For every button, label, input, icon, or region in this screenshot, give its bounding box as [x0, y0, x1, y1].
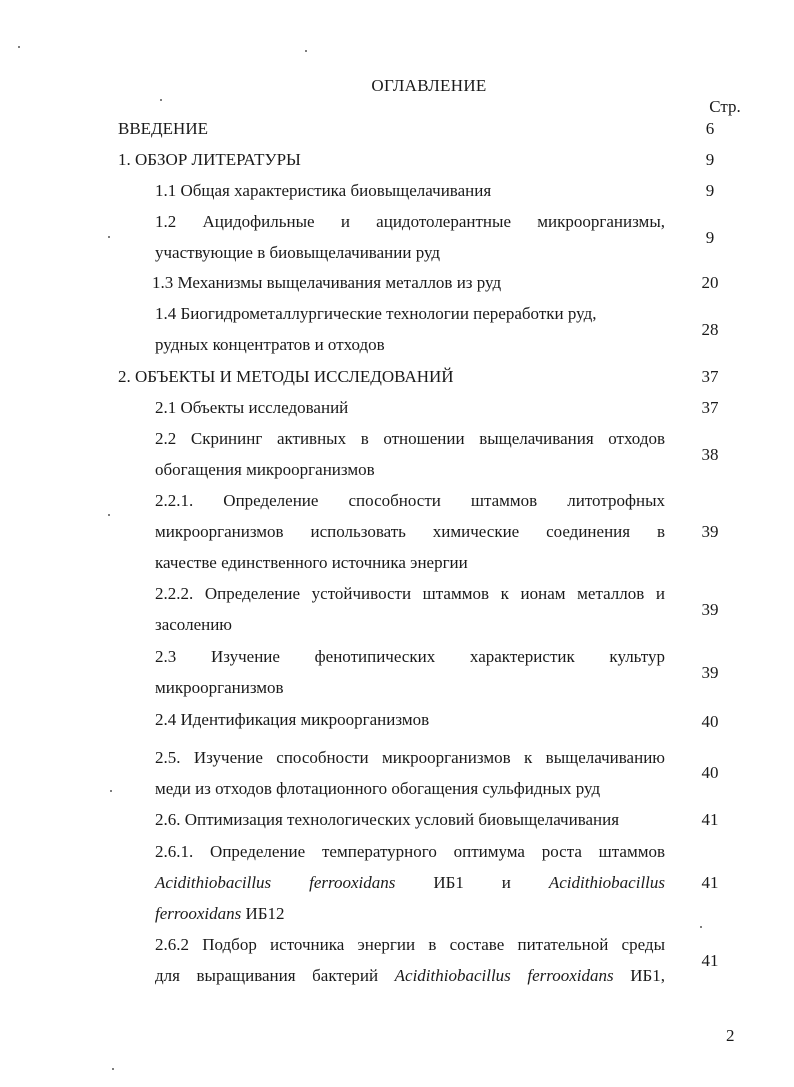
toc-entry-text: 2.6.2 Подбор источника энергии в составе питательной среды [155, 935, 665, 954]
toc-page-number: 20 [701, 273, 719, 292]
toc-entry [152, 267, 662, 298]
toc-entry [155, 929, 665, 991]
toc-entry-text: ferrooxidans ИБ12 [155, 904, 285, 923]
toc-entry-text: ВВЕДЕНИЕ [118, 119, 208, 138]
toc-entry-text: для выращивания бактерий Acidithiobacillus ferrooxidans ИБ1, [155, 966, 665, 985]
toc-entry [155, 578, 665, 640]
toc-entry-text: 1. ОБЗОР ЛИТЕРАТУРЫ [118, 150, 301, 169]
toc-entry [155, 836, 665, 929]
toc-entry-text: 2.5. Изучение способности микроорганизмов к выщелачиванию [155, 748, 665, 767]
toc-entry-text: Acidithiobacillus ferrooxidans ИБ1 и Acidithiobacillus [155, 873, 666, 892]
toc-page-number: 40 [701, 763, 719, 782]
species-name: ferrooxidans [309, 873, 396, 892]
scan-speck [305, 50, 307, 52]
species-name: Acidithiobacillus [155, 873, 272, 892]
species-name: Acidithiobacillus ferrooxidans [394, 966, 614, 985]
scan-speck [110, 790, 112, 792]
toc-entry-text: участвующие в биовыщелачивании руд [155, 243, 441, 262]
toc-entry-text: качестве единственного источника энергии [155, 553, 468, 572]
toc-entry [118, 361, 678, 392]
toc-page-number: 37 [701, 398, 719, 417]
toc-page-number: 39 [701, 522, 719, 541]
toc-entry-text: обогащения микроорганизмов [155, 460, 375, 479]
toc-entry [155, 298, 665, 360]
toc-entry [118, 113, 678, 144]
scan-speck [108, 236, 110, 238]
scan-speck [18, 46, 20, 48]
toc-entry-text: микроорганизмов [155, 678, 284, 697]
toc-entry [155, 804, 665, 835]
toc-entry-text: 2. ОБЪЕКТЫ И МЕТОДЫ ИССЛЕДОВАНИЙ [118, 367, 454, 386]
toc-page-number: 39 [701, 600, 719, 619]
toc-entry [155, 175, 665, 206]
toc-page-number: 28 [701, 320, 719, 339]
scan-speck [700, 926, 702, 928]
toc-page-number: 38 [701, 445, 719, 464]
toc-entry-text: рудных концентратов и отходов [155, 335, 385, 354]
toc-entry [155, 641, 665, 703]
toc-entry-text: 2.3 Изучение фенотипических характеристик культур [155, 647, 665, 666]
toc-entry-text: 1.2 Ацидофильные и ацидотолерантные микроорганизмы, [155, 212, 665, 231]
toc-entry-text: 1.1 Общая характеристика биовыщелачивания [155, 181, 492, 200]
species-name: ferrooxidans [155, 904, 242, 923]
toc-page-number: 37 [701, 367, 719, 386]
scan-speck [160, 99, 162, 101]
page-title: ОГЛАВЛЕНИЕ [371, 76, 487, 95]
toc-page-number: 39 [701, 663, 719, 682]
species-name: Acidithiobacillus [548, 873, 666, 892]
toc-entry-text: 2.2.2. Определение устойчивости штаммов к ионам металлов и [155, 584, 665, 603]
toc-entry-text: 2.6.1. Определение температурного оптимума роста штаммов [155, 842, 665, 861]
toc-page-number: 41 [701, 810, 719, 829]
toc-entry [155, 485, 665, 578]
toc-entry [118, 144, 678, 175]
toc-entry [155, 704, 665, 735]
page-column-label: Стр. [709, 97, 741, 116]
scan-speck [112, 1068, 114, 1070]
toc-entry-text: меди из отходов флотационного обогащения сульфидных руд [155, 779, 601, 798]
toc-entry [155, 206, 665, 268]
toc-entry [155, 423, 665, 485]
toc-entry-text: засолению [155, 615, 233, 634]
toc-page-number: 41 [701, 873, 719, 892]
scan-speck [108, 514, 110, 516]
toc-entry-text: 2.1 Объекты исследований [155, 398, 349, 417]
toc-page-number: 9 [705, 150, 715, 169]
toc-page-number: 9 [705, 181, 715, 200]
toc-page-number: 9 [705, 228, 715, 247]
toc-entry-text: 1.4 Биогидрометаллургические технологии переработки руд, [155, 304, 597, 323]
toc-page-number: 40 [701, 712, 719, 731]
toc-entry-text: микроорганизмов использовать химические соединения в [155, 522, 665, 541]
toc-page-number: 6 [705, 119, 715, 138]
toc-entry-text: 2.2.1. Определение способности штаммов литотрофных [155, 491, 665, 510]
toc-entry-text: 2.4 Идентификация микроорганизмов [155, 710, 430, 729]
toc-page-number: 41 [701, 951, 719, 970]
toc-entry [155, 742, 665, 804]
toc-entry [155, 392, 665, 423]
toc-entry-text: 2.6. Оптимизация технологических условий биовыщелачивания [155, 810, 620, 829]
page-number: 2 [726, 1026, 735, 1045]
toc-entry-text: 1.3 Механизмы выщелачивания металлов из руд [152, 273, 502, 292]
toc-entry-text: 2.2 Скрининг активных в отношении выщелачивания отходов [155, 429, 665, 448]
